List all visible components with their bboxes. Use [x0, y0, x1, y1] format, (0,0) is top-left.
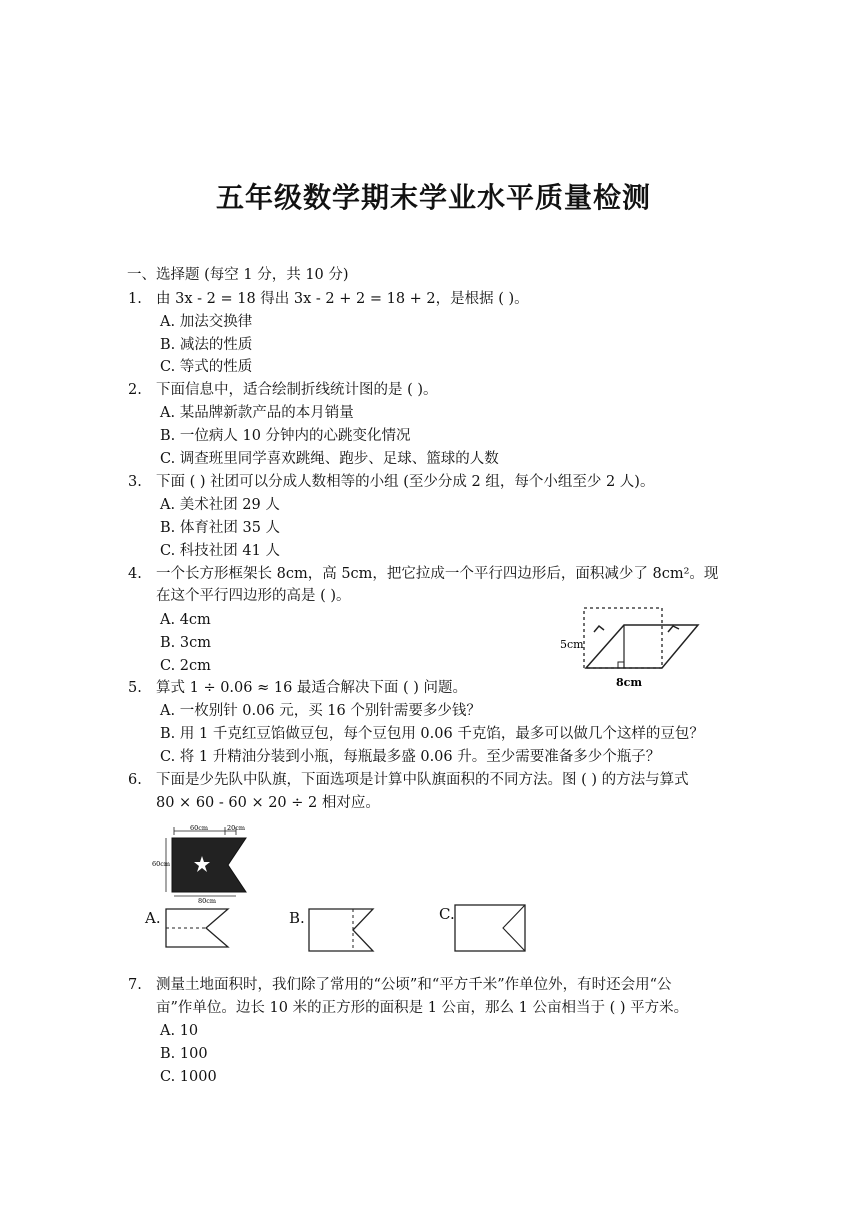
flag-side-label: 60cm	[152, 860, 171, 868]
option-b: B. 3cm	[160, 635, 211, 651]
question-number: 1.	[128, 291, 142, 307]
option-c: C. 1000	[160, 1069, 217, 1085]
option-c: C. 等式的性质	[160, 359, 253, 375]
figure-option-c	[451, 901, 531, 955]
option-c: C. 科技社团 41 人	[160, 543, 280, 559]
option-b: B. 一位病人 10 分钟内的心跳变化情况	[160, 428, 411, 444]
option-a: A. 某品牌新款产品的本月销量	[160, 405, 354, 421]
question-text-line-1: 测量土地面积时，我们除了常用的“公顷”和“平方千米”作单位外，有时还会用“公	[156, 977, 672, 993]
question-number: 6.	[128, 772, 142, 788]
flag-bottom-label: 80cm	[198, 897, 217, 904]
question-number: 3.	[128, 474, 142, 490]
option-c: C. 2cm	[160, 658, 211, 674]
option-b: B. 减法的性质	[160, 337, 253, 353]
figure-option-a	[162, 905, 234, 951]
option-c: C. 将 1 升精油分装到小瓶，每瓶最多盛 0.06 升。至少需要准备多少个瓶子？	[160, 749, 661, 765]
flag-figure	[150, 822, 260, 904]
question-text-line-1: 一个长方形框架长 8cm，高 5cm，把它拉成一个平行四边形后，面积减少了 8cm²。现	[156, 566, 719, 582]
option-a: A. 美术社团 29 人	[160, 497, 280, 513]
length-label: 8cm	[616, 676, 642, 689]
option-b: B. 用 1 千克红豆馅做豆包，每个豆包用 0.06 千克馅，最多可以做几个这样的豆包？	[160, 726, 704, 742]
question-number: 2.	[128, 382, 142, 398]
question-text: 下面信息中，适合绘制折线统计图的是 ( )。	[156, 382, 438, 398]
question-number: 5.	[128, 680, 142, 696]
flag-top-label-1: 60cm	[190, 824, 209, 832]
arrow-left-icon	[594, 626, 604, 632]
option-b: B. 100	[160, 1046, 208, 1062]
figure-option-c-label: C.	[439, 905, 455, 923]
question-text-line-2: 在这个平行四边形的高是 ( )。	[156, 588, 351, 604]
question-number: 7.	[128, 977, 142, 993]
question-text: 算式 1 ÷ 0.06 ≈ 16 最适合解决下面 ( ) 问题。	[156, 680, 468, 696]
question-text: 下面 ( ) 社团可以分成人数相等的小组 (至少分成 2 组，每个小组至少 2 人)。	[156, 474, 655, 490]
question-text-line-2: 80 × 60 - 60 × 20 ÷ 2 相对应。	[156, 795, 380, 811]
parallelogram-shape	[586, 625, 698, 668]
arrow-right-icon	[668, 626, 679, 632]
option-a: A. 4cm	[160, 612, 211, 628]
question-text-line-1: 下面是少先队中队旗，下面选项是计算中队旗面积的不同方法。图 ( ) 的方法与算式	[156, 772, 689, 788]
question-number: 4.	[128, 566, 142, 582]
page-title: 五年级数学期末学业水平质量检测	[215, 181, 651, 214]
question-text: 由 3x - 2 = 18 得出 3x - 2 + 2 = 18 + 2，是根据 ( )。	[156, 291, 529, 307]
option-b: B. 体育社团 35 人	[160, 520, 281, 536]
option-a: A. 一枚别针 0.06 元，买 16 个别针需要多少钱？	[160, 703, 481, 719]
parallelogram-figure	[556, 600, 706, 695]
flag-shape	[172, 838, 246, 892]
figure-option-b	[305, 905, 377, 955]
option-c: C. 调查班里同学喜欢跳绳、跑步、足球、篮球的人数	[160, 451, 499, 467]
section-heading: 一、选择题 (每空 1 分，共 10 分)	[127, 267, 349, 283]
figure-option-a-label: A.	[145, 909, 161, 927]
figure-option-b-label: B.	[289, 909, 305, 927]
option-a: A. 10	[160, 1023, 199, 1039]
right-angle-mark	[618, 662, 624, 668]
question-text-line-2: 亩”作单位。边长 10 米的正方形的面积是 1 公亩，那么 1 公亩相当于 ( ) 平方米。	[156, 1000, 689, 1016]
option-a: A. 加法交换律	[160, 314, 253, 330]
height-label: 5cm	[560, 638, 584, 651]
flag-top-label-2: 20cm	[227, 824, 246, 832]
original-rectangle	[584, 608, 662, 668]
